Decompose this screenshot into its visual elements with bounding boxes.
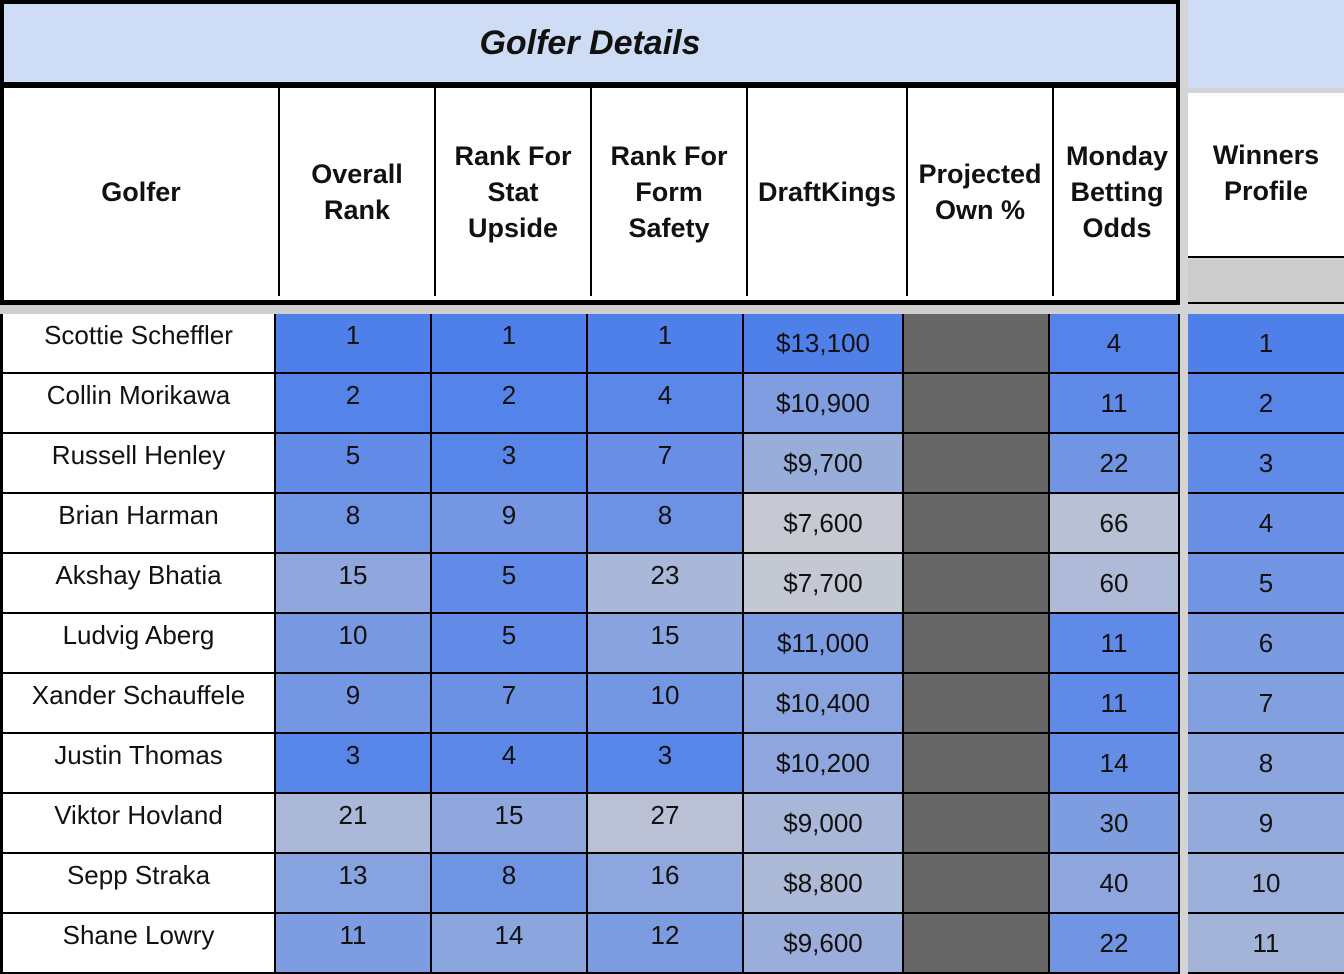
overall-rank-cell[interactable]: 8 xyxy=(276,494,432,554)
table-row xyxy=(0,794,1180,854)
projected-own-cell[interactable] xyxy=(904,494,1050,554)
golfer-name-cell[interactable]: Xander Schauffele xyxy=(0,674,276,734)
header-draftkings[interactable]: DraftKings xyxy=(748,88,908,296)
projected-own-cell[interactable] xyxy=(904,734,1050,794)
draftkings-salary-cell[interactable]: $7,600 xyxy=(744,494,904,554)
draftkings-salary-cell[interactable]: $10,200 xyxy=(744,734,904,794)
overall-rank-cell[interactable]: 15 xyxy=(276,554,432,614)
draftkings-salary-cell[interactable]: $9,600 xyxy=(744,914,904,974)
table-row xyxy=(0,674,1180,734)
betting-odds-cell[interactable]: 14 xyxy=(1050,734,1180,794)
header-overall-rank-label: Overall Rank xyxy=(311,159,403,225)
stat-upside-rank-cell[interactable]: 9 xyxy=(432,494,588,554)
projected-own-cell[interactable] xyxy=(904,794,1050,854)
header-row xyxy=(0,88,1180,305)
header-form-safety[interactable] xyxy=(592,88,748,296)
table-row xyxy=(0,614,1180,674)
projected-own-cell[interactable] xyxy=(904,314,1050,374)
draftkings-salary-cell[interactable]: $7,700 xyxy=(744,554,904,614)
overall-rank-cell[interactable]: 3 xyxy=(276,734,432,794)
projected-own-cell[interactable] xyxy=(904,854,1050,914)
projected-own-cell[interactable] xyxy=(904,374,1050,434)
form-safety-rank-cell[interactable]: 3 xyxy=(588,734,744,794)
form-safety-rank-cell[interactable]: 8 xyxy=(588,494,744,554)
golfer-name-cell[interactable]: Viktor Hovland xyxy=(0,794,276,854)
table-row xyxy=(0,494,1180,554)
form-safety-rank-cell[interactable]: 10 xyxy=(588,674,744,734)
golfer-name-cell[interactable]: Brian Harman xyxy=(0,494,276,554)
stat-upside-rank-cell[interactable]: 8 xyxy=(432,854,588,914)
winners-profile-cell[interactable]: 8 xyxy=(1188,734,1344,794)
stat-upside-rank-cell[interactable]: 14 xyxy=(432,914,588,974)
header-stat-upside-label: Rank For Stat Upside xyxy=(454,141,572,243)
betting-odds-cell[interactable]: 22 xyxy=(1050,434,1180,494)
betting-odds-cell[interactable]: 30 xyxy=(1050,794,1180,854)
header-overall-rank[interactable] xyxy=(280,88,436,296)
stat-upside-rank-cell[interactable]: 5 xyxy=(432,554,588,614)
overall-rank-cell[interactable]: 2 xyxy=(276,374,432,434)
projected-own-cell[interactable] xyxy=(904,914,1050,974)
golfer-name-cell[interactable]: Justin Thomas xyxy=(0,734,276,794)
stat-upside-rank-cell[interactable]: 3 xyxy=(432,434,588,494)
winners-profile-cell[interactable]: 6 xyxy=(1188,614,1344,674)
winners-profile-cell[interactable]: 11 xyxy=(1188,914,1344,974)
betting-odds-cell[interactable]: 60 xyxy=(1050,554,1180,614)
stat-upside-rank-cell[interactable]: 1 xyxy=(432,314,588,374)
header-form-safety-label: Rank For Form Safety xyxy=(610,141,728,243)
stat-upside-rank-cell[interactable]: 7 xyxy=(432,674,588,734)
header-betting-odds[interactable] xyxy=(1054,88,1180,296)
stat-upside-rank-cell[interactable]: 5 xyxy=(432,614,588,674)
header-winners-profile-label: Winners Profile xyxy=(1212,140,1320,206)
projected-own-cell[interactable] xyxy=(904,554,1050,614)
overall-rank-cell[interactable]: 13 xyxy=(276,854,432,914)
header-golfer[interactable]: Golfer xyxy=(4,88,280,296)
stat-upside-rank-cell[interactable]: 4 xyxy=(432,734,588,794)
betting-odds-cell[interactable]: 66 xyxy=(1050,494,1180,554)
title-band-extension xyxy=(1188,0,1344,88)
overall-rank-cell[interactable]: 21 xyxy=(276,794,432,854)
overall-rank-cell[interactable]: 11 xyxy=(276,914,432,974)
projected-own-cell[interactable] xyxy=(904,674,1050,734)
form-safety-rank-cell[interactable]: 23 xyxy=(588,554,744,614)
stat-upside-rank-cell[interactable]: 15 xyxy=(432,794,588,854)
table-row xyxy=(0,854,1180,914)
overall-rank-cell[interactable]: 5 xyxy=(276,434,432,494)
betting-odds-cell[interactable]: 11 xyxy=(1050,374,1180,434)
stat-upside-rank-cell[interactable]: 2 xyxy=(432,374,588,434)
golfer-name-cell[interactable]: Russell Henley xyxy=(0,434,276,494)
winners-profile-cell[interactable]: 7 xyxy=(1188,674,1344,734)
form-safety-rank-cell[interactable]: 4 xyxy=(588,374,744,434)
winners-profile-cell[interactable]: 10 xyxy=(1188,854,1344,914)
form-safety-rank-cell[interactable]: 27 xyxy=(588,794,744,854)
header-stat-upside[interactable] xyxy=(436,88,592,296)
form-safety-rank-cell[interactable]: 16 xyxy=(588,854,744,914)
draftkings-salary-cell[interactable]: $9,700 xyxy=(744,434,904,494)
title-band xyxy=(0,0,1180,88)
betting-odds-cell[interactable]: 11 xyxy=(1050,674,1180,734)
overall-rank-cell[interactable]: 9 xyxy=(276,674,432,734)
table-row xyxy=(0,914,1180,974)
betting-odds-cell[interactable]: 40 xyxy=(1050,854,1180,914)
form-safety-rank-cell[interactable]: 15 xyxy=(588,614,744,674)
header-projected-own-label: Projected Own % xyxy=(918,159,1042,225)
winners-profile-cell[interactable]: 4 xyxy=(1188,494,1344,554)
table-row xyxy=(0,554,1180,614)
page-title: Golfer Details xyxy=(479,23,701,62)
golfer-name-cell[interactable]: Sepp Straka xyxy=(0,854,276,914)
draftkings-salary-cell[interactable]: $10,400 xyxy=(744,674,904,734)
table-row xyxy=(0,314,1180,374)
golfer-name-cell[interactable]: Ludvig Aberg xyxy=(0,614,276,674)
betting-odds-cell[interactable]: 11 xyxy=(1050,614,1180,674)
form-safety-rank-cell[interactable]: 1 xyxy=(588,314,744,374)
golfer-name-cell[interactable]: Collin Morikawa xyxy=(0,374,276,434)
table-row xyxy=(0,374,1180,434)
winners-profile-cell[interactable]: 2 xyxy=(1188,374,1344,434)
golfer-name-cell[interactable]: Shane Lowry xyxy=(0,914,276,974)
projected-own-cell[interactable] xyxy=(904,614,1050,674)
winners-profile-cell[interactable]: 9 xyxy=(1188,794,1344,854)
betting-odds-cell[interactable]: 4 xyxy=(1050,314,1180,374)
winners-profile-cell[interactable]: 3 xyxy=(1188,434,1344,494)
draftkings-salary-cell[interactable]: $13,100 xyxy=(744,314,904,374)
draftkings-salary-cell[interactable]: $9,000 xyxy=(744,794,904,854)
header-projected-own[interactable] xyxy=(908,88,1054,296)
golfer-name-cell[interactable]: Akshay Bhatia xyxy=(0,554,276,614)
golfer-name-cell[interactable]: Scottie Scheffler xyxy=(0,314,276,374)
header-betting-odds-label: Monday Betting Odds xyxy=(1065,141,1168,243)
form-safety-rank-cell[interactable]: 7 xyxy=(588,434,744,494)
overall-rank-cell[interactable]: 10 xyxy=(276,614,432,674)
projected-own-cell[interactable] xyxy=(904,434,1050,494)
header-winners-profile[interactable] xyxy=(1188,93,1344,258)
winners-profile-cell[interactable]: 1 xyxy=(1188,314,1344,374)
winners-profile-cell[interactable]: 5 xyxy=(1188,554,1344,614)
form-safety-rank-cell[interactable]: 12 xyxy=(588,914,744,974)
table-row xyxy=(0,434,1180,494)
table-row xyxy=(0,734,1180,794)
overall-rank-cell[interactable]: 1 xyxy=(276,314,432,374)
draftkings-salary-cell[interactable]: $10,900 xyxy=(744,374,904,434)
header-winners-spacer xyxy=(1188,260,1344,304)
draftkings-salary-cell[interactable]: $8,800 xyxy=(744,854,904,914)
draftkings-salary-cell[interactable]: $11,000 xyxy=(744,614,904,674)
betting-odds-cell[interactable]: 22 xyxy=(1050,914,1180,974)
